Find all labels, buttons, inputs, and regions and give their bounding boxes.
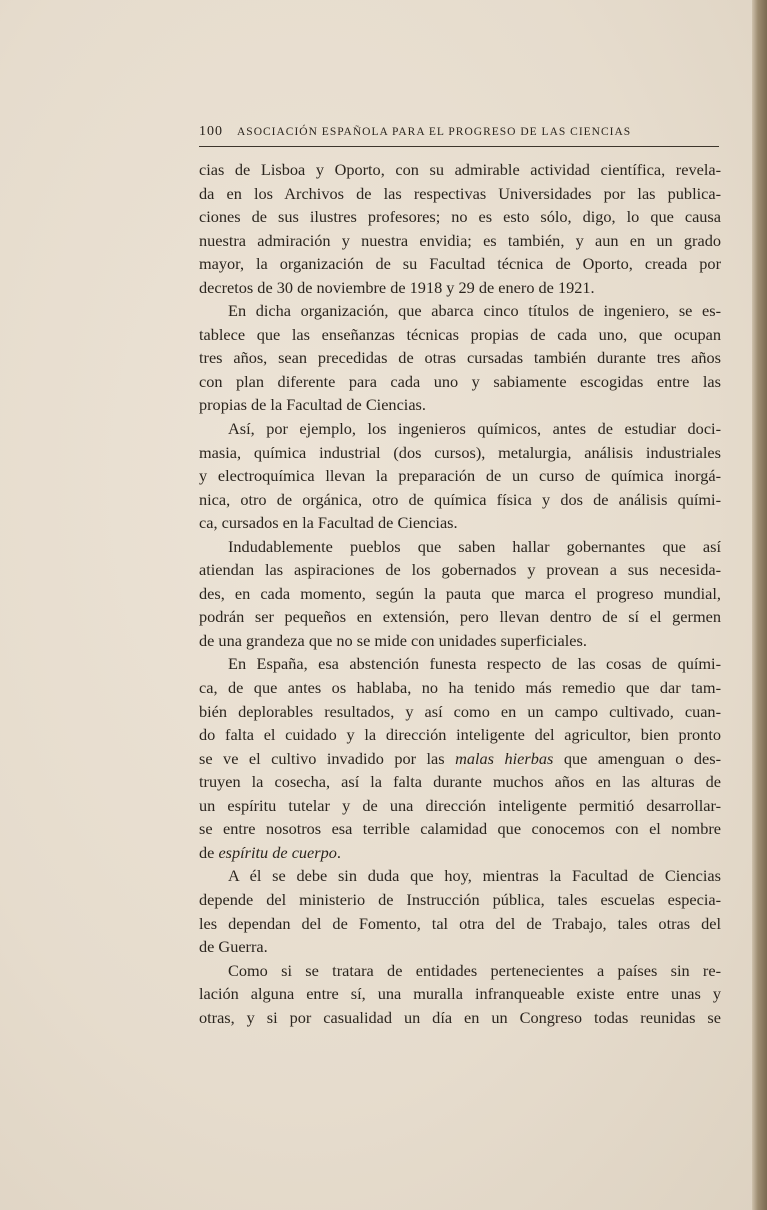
text-line: cias de Lisboa y Oporto, con su admirable actividad científica, revela-	[199, 160, 721, 179]
page-edge	[752, 0, 767, 1210]
text-line: Como si se tratara de entidades pertenecientes a países sin re-	[228, 960, 721, 980]
text-line: Así, por ejemplo, los ingenieros químicos, antes de estudiar doci-	[228, 419, 721, 439]
text-line: da en los Archivos de las respectivas Universidades por las publica-	[199, 183, 721, 203]
text-line: do falta el cuidado y la dirección inteligente del agricultor, bien pronto	[199, 725, 721, 745]
text-line: y electroquímica llevan la preparación de un curso de química inorgá-	[199, 466, 721, 486]
running-title: ASOCIACIÓN ESPAÑOLA PARA EL PROGRESO DE LAS CIENCIAS	[237, 126, 632, 138]
text-line: En dicha organización, que abarca cinco títulos de ingeniero, se es-	[228, 301, 721, 321]
body-text	[199, 158, 721, 1029]
text-line: tres años, sean precedidas de otras cursadas también durante tres años	[199, 348, 721, 368]
text-line: lación alguna entre sí, una muralla infranqueable existe entre unas y	[199, 984, 721, 1004]
text-line: A él se debe sin duda que hoy, mientras la Facultad de Ciencias	[228, 866, 721, 886]
text-line: En España, esa abstención funesta respecto de las cosas de quími-	[228, 654, 721, 674]
text-line: podrán ser pequeños en extensión, pero llevan dentro de sí el germen	[199, 607, 721, 627]
text-line: Indudablemente pueblos que saben hallar gobernantes que así	[228, 536, 721, 556]
text-line: bién deplorables resultados, y así como en un campo cultivado, cuan-	[199, 701, 721, 721]
text-line: de Guerra.	[199, 937, 268, 957]
text-line: depende del ministerio de Instrucción pública, tales escuelas especia-	[199, 889, 721, 909]
text-line: ca, de que antes os hablaba, no ha tenido más remedio que dar tam-	[199, 678, 721, 698]
italic-term: espíritu de cuerpo	[218, 842, 337, 862]
text-segment: que amenguan o des-	[553, 748, 721, 768]
text-segment: .	[336, 842, 341, 862]
text-line: ca, cursados en la Facultad de Ciencias.	[199, 513, 458, 533]
text-line: mayor, la organización de su Facultad técnica de Oporto, creada por	[199, 254, 721, 274]
text-line: un espíritu tutelar y de una dirección inteligente permitió desarrollar-	[199, 795, 721, 815]
running-header	[199, 124, 719, 147]
text-segment: se ve el cultivo invadido por las	[199, 748, 456, 768]
text-line	[199, 841, 721, 865]
text-line: con plan diferente para cada uno y sabiamente escogidas entre las	[199, 371, 721, 391]
text-line: se entre nosotros esa terrible calamidad que conocemos con el nombre	[199, 819, 721, 839]
text-line: atiendan las aspiraciones de los gobernados y provean a sus necesida-	[199, 560, 721, 580]
text-line: truyen la cosecha, así la falta durante muchos años en las alturas de	[199, 772, 721, 792]
text-line: masia, química industrial (dos cursos), metalurgia, análisis industriales	[199, 442, 721, 462]
text-line: decretos de 30 de noviembre de 1918 y 29 de enero de 1921.	[199, 277, 595, 297]
text-line: propias de la Facultad de Ciencias.	[199, 395, 426, 415]
text-line: nica, otro de orgánica, otro de química física y dos de análisis quími-	[199, 489, 721, 509]
text-line: ciones de sus ilustres profesores; no es esto sólo, digo, lo que causa	[199, 207, 721, 227]
text-line: tablece que las enseñanzas técnicas propias de cada uno, que ocupan	[199, 324, 721, 344]
italic-term: malas hierbas	[455, 748, 554, 768]
text-segment: de	[199, 842, 219, 862]
text-line: les dependan del de Fomento, tal otra del de Trabajo, tales otras del	[199, 913, 721, 933]
text-line: nuestra admiración y nuestra envidia; es también, y aun en un grado	[199, 230, 721, 250]
page-number: 100	[199, 124, 223, 139]
text-line	[199, 747, 721, 771]
text-line: des, en cada momento, según la pauta que marca el progreso mundial,	[199, 583, 721, 603]
text-line: de una grandeza que no se mide con unidades superficiales.	[199, 630, 587, 650]
text-line: otras, y si por casualidad un día en un Congreso todas reunidas se	[199, 1007, 721, 1027]
